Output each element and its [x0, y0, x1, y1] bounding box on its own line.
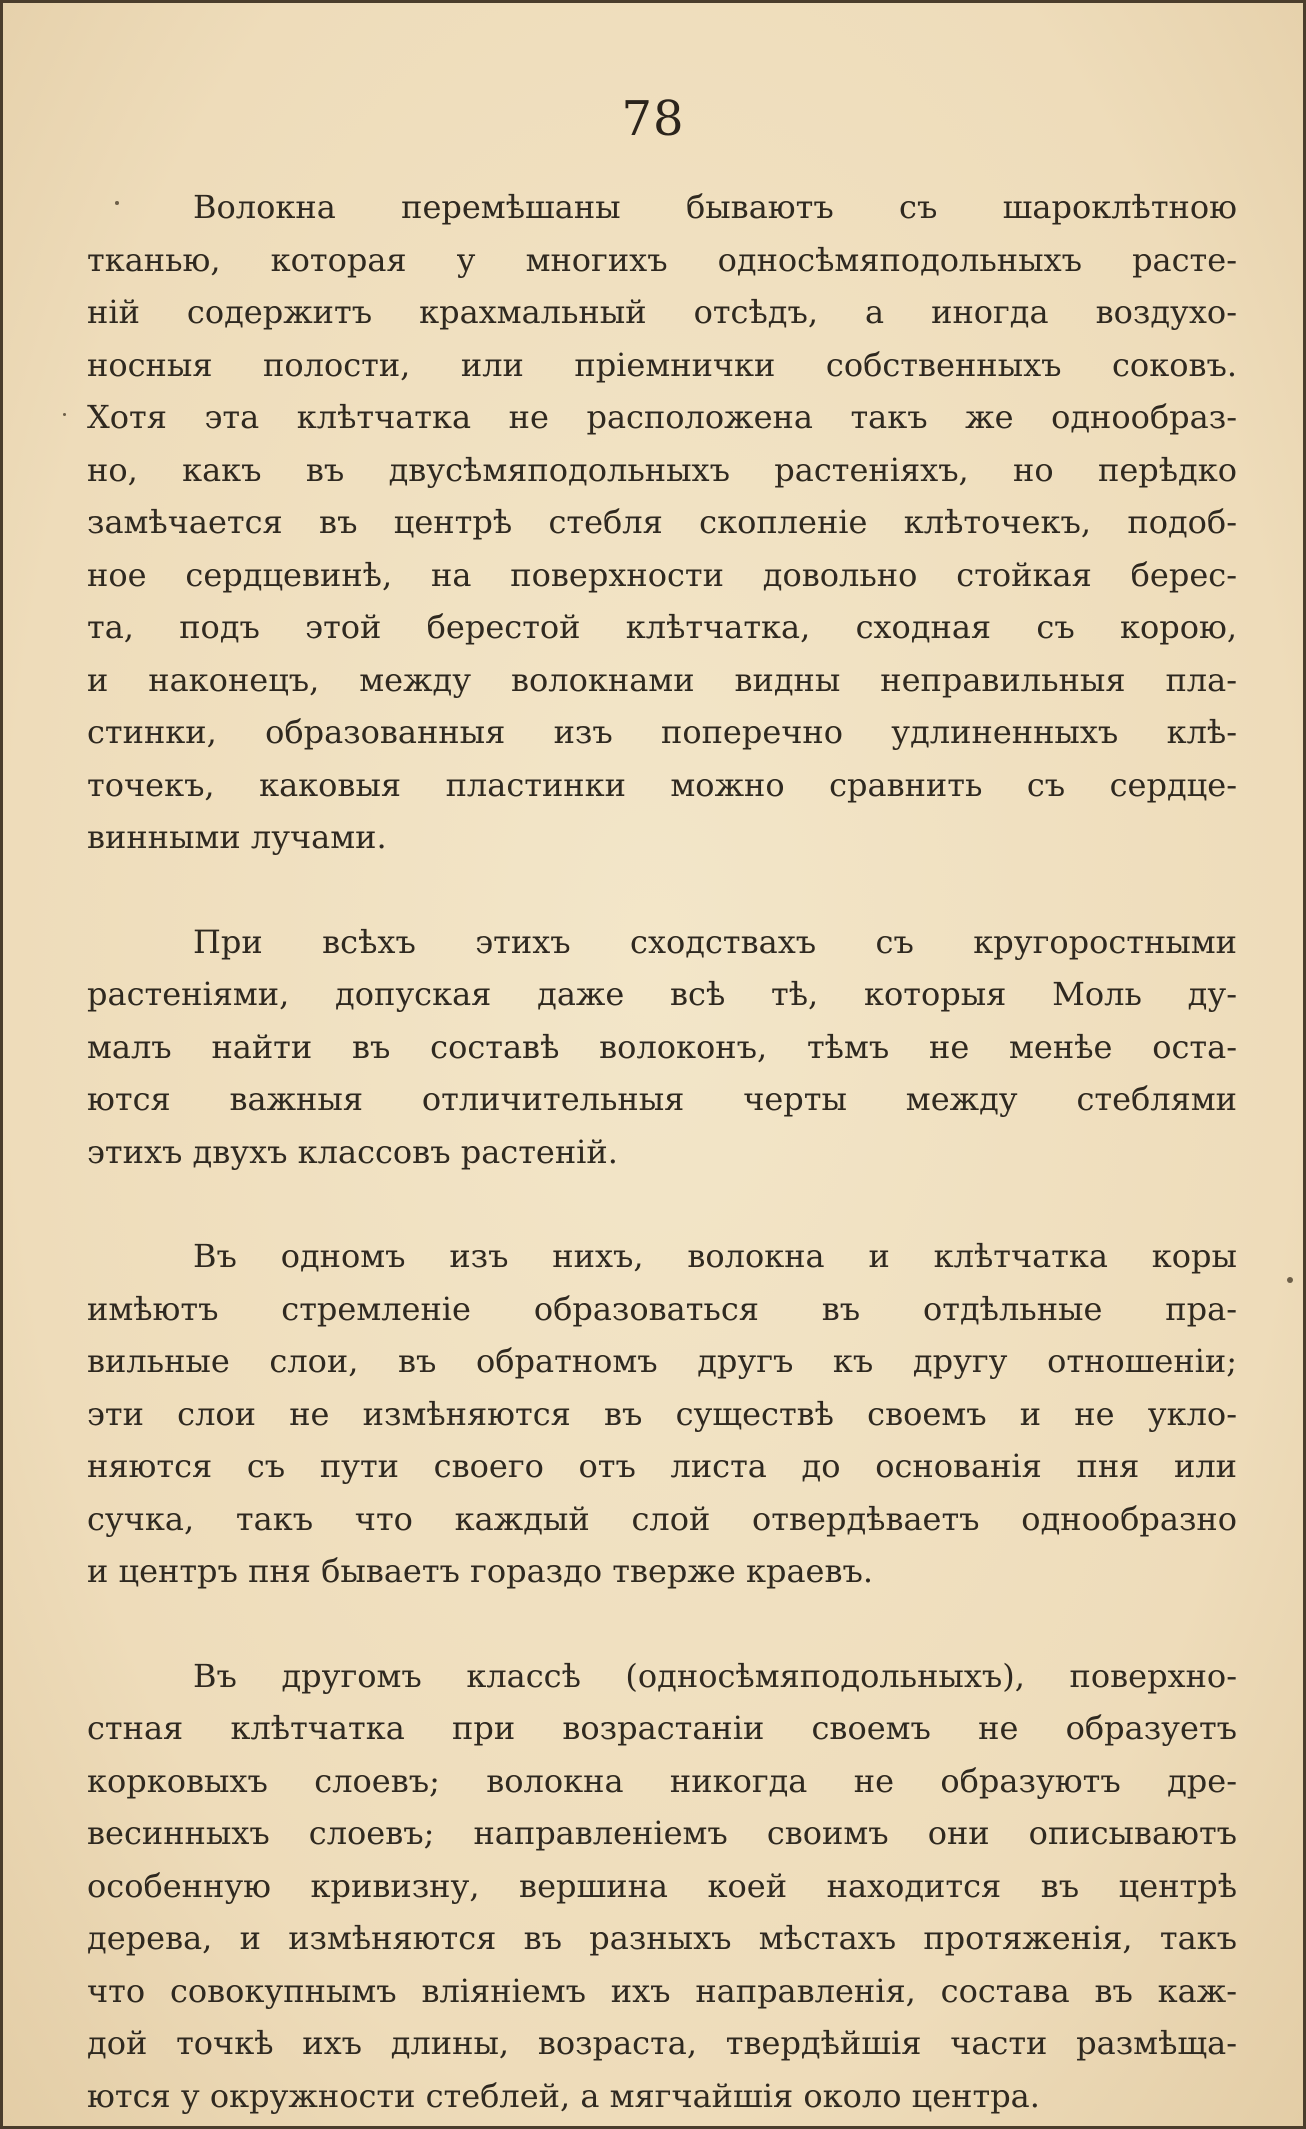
- text-line: стная клѣтчатка при возрастаніи своемъ не образуетъ: [87, 1709, 1237, 1747]
- text-line: дерева, и измѣняются въ разныхъ мѣстахъ протяженія, такъ: [87, 1919, 1237, 1957]
- text-line: ются важныя отличительныя черты между стеблями: [87, 1080, 1237, 1118]
- text-line: ній содержитъ крахмальный отсѣдъ, а иногда воздухо-: [87, 293, 1237, 331]
- text-line: ное сердцевинѣ, на поверхности довольно стойкая берес-: [87, 555, 1237, 594]
- text-line: точекъ, каковыя пластинки можно сравнить съ сердце-: [87, 765, 1237, 804]
- body-text: [87, 181, 1237, 2129]
- text-line: Въ другомъ классѣ (односѣмяподольныхъ), поверхно-: [193, 1656, 1237, 1695]
- text-line: носныя полости, или пріемнички собственныхъ соковъ.: [87, 345, 1237, 384]
- text-line: особенную кривизну, вершина коей находится въ центрѣ: [87, 1866, 1237, 1905]
- text-line: растеніями, допуская даже всѣ тѣ, которыя Моль ду-: [87, 975, 1237, 1013]
- paragraph: [87, 1230, 1237, 1598]
- paragraph: [87, 181, 1237, 864]
- text-line: няются съ пути своего отъ листа до основанія пня или: [87, 1447, 1237, 1485]
- text-line: стинки, образованныя изъ поперечно удлиненныхъ клѣ-: [87, 713, 1237, 751]
- text-line: Волокна перемѣшаны бываютъ съ шароклѣтною: [193, 188, 1237, 226]
- text-line: та, подъ этой берестой клѣтчатка, сходная съ корою,: [87, 608, 1237, 646]
- text-line: тканью, которая у многихъ односѣмяподольныхъ расте-: [87, 240, 1237, 279]
- paragraph: [87, 916, 1237, 1179]
- text-line: и центръ пня бываетъ гораздо тверже краевъ.: [87, 1552, 873, 1590]
- text-line: дой точкѣ ихъ длины, возраста, твердѣйшія части размѣща-: [87, 2024, 1237, 2062]
- print-speck: [115, 201, 119, 205]
- text-line: но, какъ въ двусѣмяподольныхъ растеніяхъ, но перѣдко: [87, 450, 1237, 489]
- print-speck: [1287, 1277, 1293, 1283]
- text-line: малъ найти въ составѣ волоконъ, тѣмъ не менѣе оста-: [87, 1027, 1237, 1066]
- text-line: этихъ двухъ классовъ растеній.: [87, 1132, 618, 1171]
- text-line: ются у окружности стеблей, а мягчайшія около центра.: [87, 2076, 1040, 2115]
- text-line: эти слои не измѣняются въ существѣ своемъ и не укло-: [87, 1394, 1237, 1433]
- text-line: весинныхъ слоевъ; направленіемъ своимъ они описываютъ: [87, 1814, 1237, 1852]
- text-line: вильные слои, въ обратномъ другъ къ другу отношеніи;: [87, 1342, 1237, 1380]
- paragraph: [87, 1650, 1237, 2123]
- text-line: и наконецъ, между волокнами видны неправильныя пла-: [87, 660, 1237, 699]
- print-speck: [63, 413, 66, 416]
- text-line: имѣютъ стремленіе образоваться въ отдѣльные пра-: [87, 1289, 1237, 1328]
- text-line: винными лучами.: [87, 818, 387, 856]
- text-line: корковыхъ слоевъ; волокна никогда не образуютъ дре-: [87, 1761, 1237, 1800]
- text-line: что совокупнымъ вліяніемъ ихъ направленія, состава въ каж-: [87, 1971, 1237, 2010]
- text-line: замѣчается въ центрѣ стебля скопленіе клѣточекъ, подоб-: [87, 503, 1237, 541]
- text-line: Въ одномъ изъ нихъ, волокна и клѣтчатка коры: [193, 1237, 1237, 1275]
- page-number: 78: [621, 91, 685, 147]
- text-line: сучка, такъ что каждый слой отвердѣваетъ однообразно: [87, 1499, 1237, 1538]
- text-line: При всѣхъ этихъ сходствахъ съ кругоростными: [193, 922, 1237, 961]
- text-line: Хотя эта клѣтчатка не расположена такъ же однообраз-: [87, 398, 1237, 436]
